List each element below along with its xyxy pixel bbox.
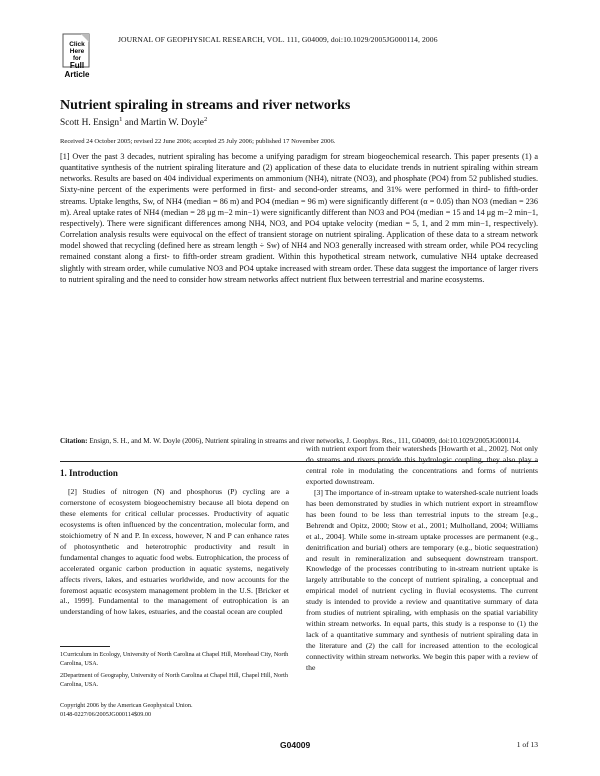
issn-line: 0148-0227/06/2005JG000114$09.00	[60, 711, 152, 718]
footnote-1: 1Curriculum in Ecology, University of North Carolina at Chapel Hill, Morehead City, North Carolina, USA.	[60, 651, 289, 667]
author-2-affiliation: 2	[203, 115, 208, 123]
copyright	[60, 701, 289, 719]
svg-text:Click: Click	[69, 41, 85, 48]
citation-text: Ensign, S. H., and M. W. Doyle (2006), Nutrient spiraling in streams and river networks, J. Geophys. Res., 111, G04009, doi:10.1029/2005JG000114.	[87, 437, 521, 445]
left-column	[60, 445, 289, 618]
body-paragraph: [2] Studies of nitrogen (N) and phosphorus (P) cycling are a cornerstone of ecosystem biogeochemistry because all biota depend on these elements for critical cellular processes. Productivity of aquatic ecosystems is often influenced by the concentration, molecular form, and stoichiometry of N and P. In excess, however, N and P can enhance rates of photosynthetic and heterotrophic productivity and result in fundamental changes to aquatic food webs. Eutrophication, the process of accelerated organic carbon production in aquatic systems, negatively affects rivers, lakes, and estuaries worldwide, and now accounts for the foremost aquatic ecosystem management problem in the U.S. [Bricker et al., 1999]. Fundamental to the management of eutrophication is an understanding of how lakes, estuaries, and the coastal ocean are coupled	[60, 486, 289, 617]
author-1: Scott H. Ensign	[60, 118, 120, 128]
author-2: Martin W. Doyle	[140, 118, 204, 128]
footnote-2: 2Department of Geography, University of North Carolina at Chapel Hill, Chapel Hill, North Carolina, USA.	[60, 672, 288, 688]
svg-text:for: for	[73, 56, 81, 62]
right-column	[306, 444, 538, 674]
abstract-text: Over the past 3 decades, nutrient spiraling has become a unifying paradigm for stream biogeochemical research. This paper presents (1) a quantitative synthesis of the nutrient spiraling literature and (2) application of these data to elucidate trends in nutrient spiraling within stream networks. Results are based on 404 individual experiments on ammonium (NH4), nitrate (NO3), and phosphate (PO4) from 52 published studies. Sixty-nine percent of the experiments were performed in first- and second-order streams, and 31% were performed in third- to fifth-order streams. Uptake lengths, Sw, of NH4 (median = 86 m) and PO4 (median = 96 m) were significantly different (α = 0.05) than NO3 (median = 236 m). Areal uptake rates of NH4 (median = 28 μg m−2 min−1) were significantly different than NO3 and PO4 (median = 15 and 14 μg m−2 min−1, respectively). There were significant differences among NH4, NO3, and PO4 uptake velocity (median = 5, 1, and 2 mm min−1, respectively). Correlation analysis results were equivocal on the effect of transient storage on nutrient spiraling. Application of these data to a stream network model showed that recycling (defined here as stream length ÷ Sw) of NH4 and NO3 generally increased with stream order, while PO4 recycling remained constant along a first- to fifth-order stream gradient. Within this hypothetical stream network, cumulative NH4 uptake decreased slightly with stream order, while cumulative NO3 and PO4 uptake increased with stream order. These data suggest the importance of larger rivers to nutrient spiraling and the need to consider how stream networks affect nutrient flux between terrestrial and marine ecosystems.	[60, 152, 538, 284]
author-conjunction: and	[122, 118, 141, 128]
article-title: Nutrient spiraling in streams and river networks	[60, 98, 351, 113]
author-1-affiliation: 1	[119, 115, 123, 123]
click-here-logo[interactable]	[58, 33, 96, 79]
copyright-line: Copyright 2006 by the American Geophysical Union.	[60, 702, 193, 709]
citation-label: Citation:	[60, 437, 88, 445]
article-code: G04009	[280, 740, 311, 750]
footnote-divider	[60, 646, 110, 647]
body-paragraph: with nutrient export from their watersheds [Howarth et al., 2002]. Not only do streams and rivers provide this hydrologic coupling, they also play a central role in modulating the concentrations and forms of nutrients exported downstream.	[306, 444, 538, 486]
footnotes	[60, 650, 289, 692]
running-head: JOURNAL OF GEOPHYSICAL RESEARCH, VOL. 111, G04009, doi:10.1029/2005JG000114, 2006	[118, 35, 438, 44]
received-dates: Received 24 October 2005; revised 22 June 2006; accepted 25 July 2006; published 17 November 2006.	[60, 138, 336, 145]
page-number: 1 of 13	[516, 740, 538, 749]
paragraph-marker: [1]	[60, 152, 70, 161]
author-line	[60, 115, 208, 128]
body-paragraph: [3] The importance of in-stream uptake to watershed-scale nutrient loads has been demonstrated by studies in which nutrient export in streamflow has been found to be less than terrestrial inputs to the stream [e.g., Behrendt and Opitz, 2000; Stow et al., 2001; Mulholland, 2004; Williams et al., 2004]. While some in-stream uptake processes are permanent (e.g., denitrification and burial) others are temporary (e.g., biotic sequestration) and result in remineralization and subsequent downstream transport. Knowledge of the processes contributing to in-stream nutrient uptake is largely attributable to the concept of nutrient spiraling, a conceptual and empirical model of nutrient cycling in fluvial ecosystems. The current study is intended to provide a review and quantitative summary of data from studies of nutrient spiraling, with emphasis on the spatial variability within stream networks. In equal parts, this study is a response to (1) the lack of a quantitative summary and synthesis of nutrient spiraling data in the literature and (2) the call for increased attention to the ecological connectivity within stream networks. We begin this paper with a review of the	[306, 487, 538, 673]
abstract	[60, 151, 538, 285]
svg-text:Article: Article	[64, 70, 90, 79]
full-article-icon	[58, 33, 96, 79]
svg-text:Full: Full	[69, 61, 85, 70]
section-heading: 1. Introduction	[60, 468, 118, 478]
svg-text:Here: Here	[69, 48, 85, 55]
